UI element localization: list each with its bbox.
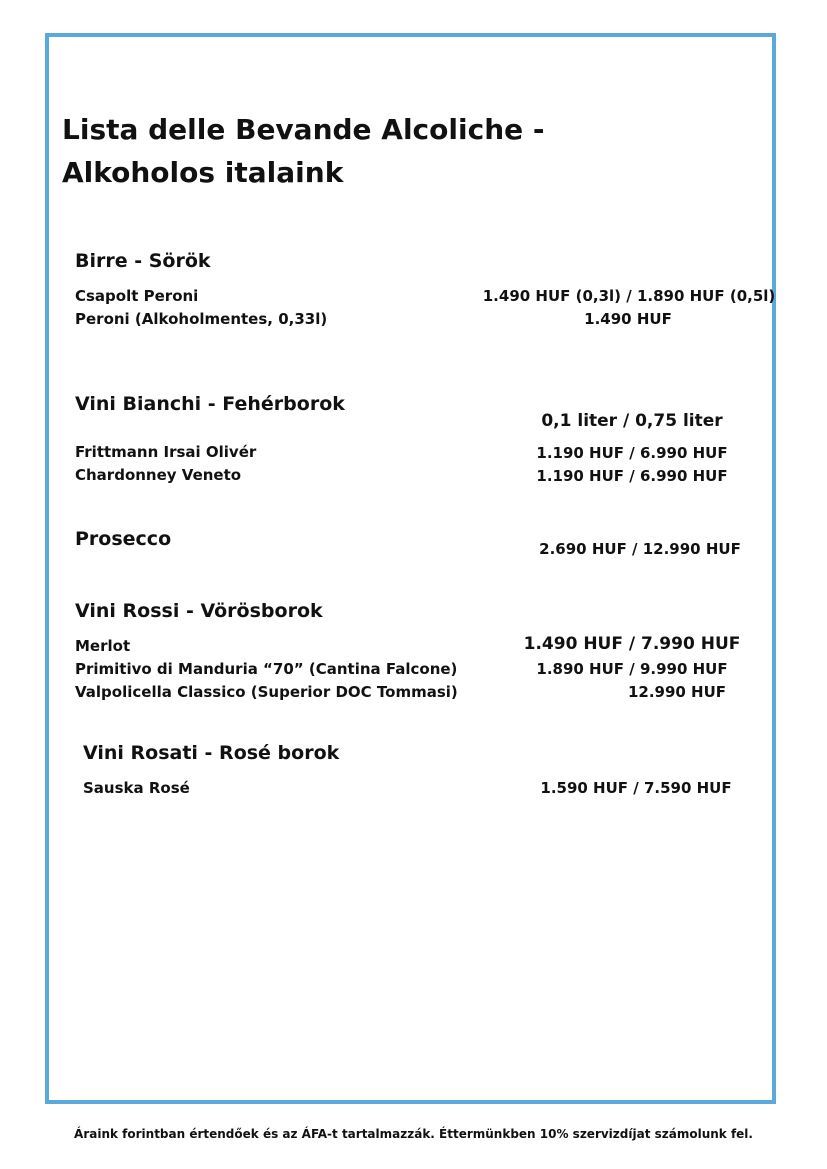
- prosecco-price: 2.690 HUF / 12.990 HUF: [539, 540, 741, 558]
- menu-item-price: 12.990 HUF: [627, 683, 727, 701]
- footer-note: Áraink forintban értendőek és az ÁFA-t tartalmazzák. Éttermünkben 10% szervizdíjat számolunk fel.: [74, 1127, 753, 1141]
- menu-item-name: Sauska Rosé: [83, 779, 190, 797]
- page-title: [62, 108, 544, 194]
- rose-wines-heading: Vini Rosati - Rosé borok: [83, 742, 340, 764]
- menu-item-price: 1.190 HUF / 6.990 HUF: [536, 444, 728, 462]
- red-wines-heading: Vini Rossi - Vörösborok: [75, 600, 323, 622]
- title-line-1: Lista delle Bevande Alcoliche -: [62, 113, 545, 146]
- menu-item-price: 1.590 HUF / 7.590 HUF: [540, 779, 732, 797]
- beers-heading: Birre - Sörök: [75, 250, 211, 272]
- white-wines-heading: Vini Bianchi - Fehérborok: [75, 393, 345, 415]
- menu-item-price: 1.890 HUF / 9.990 HUF: [536, 660, 728, 678]
- menu-item-name: Csapolt Peroni: [75, 287, 199, 305]
- menu-item-name: Peroni (Alkoholmentes, 0,33l): [75, 310, 328, 328]
- menu-item-price: 1.490 HUF: [584, 310, 672, 328]
- menu-item-name: Merlot: [75, 637, 131, 655]
- menu-item-name: Chardonney Veneto: [75, 466, 242, 484]
- menu-item-price: 1.190 HUF / 6.990 HUF: [536, 467, 728, 485]
- prosecco-heading: Prosecco: [75, 528, 172, 550]
- white-wines-column-header: 0,1 liter / 0,75 liter: [541, 411, 723, 431]
- menu-item-name: Frittmann Irsai Olivér: [75, 443, 257, 461]
- title-line-2: Alkoholos italaink: [62, 156, 344, 189]
- menu-item-price: 1.490 HUF / 7.990 HUF: [523, 634, 741, 654]
- menu-item-name: Valpolicella Classico (Superior DOC Tommasi): [75, 683, 458, 701]
- menu-item-name: Primitivo di Manduria “70” (Cantina Falcone): [75, 660, 458, 678]
- menu-item-price: 1.490 HUF (0,3l) / 1.890 HUF (0,5l): [482, 287, 776, 305]
